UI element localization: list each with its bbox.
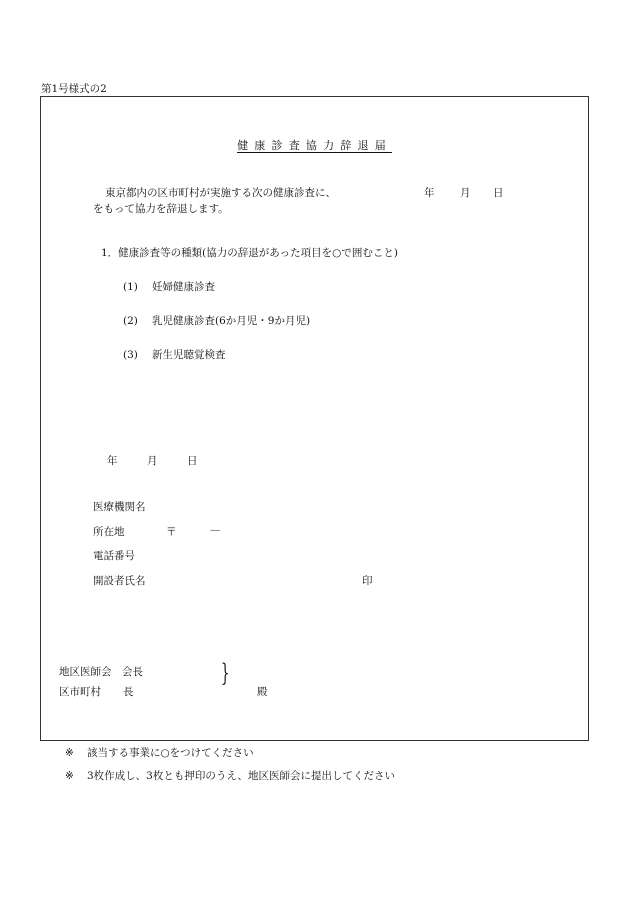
list-item — [123, 313, 310, 328]
intro-year: 年 — [424, 187, 435, 199]
item-number: (3) — [123, 349, 138, 361]
form-title — [41, 137, 588, 153]
intro-day: 日 — [493, 187, 504, 199]
item-number: (1) — [123, 281, 138, 293]
address-label: 所在地 — [93, 526, 125, 538]
form-number: 第1号様式の2 — [41, 83, 107, 95]
item-label: 新生児聴覚検査 — [152, 349, 226, 361]
item-label: 妊婦健康診査 — [152, 281, 215, 293]
note-2 — [65, 768, 395, 783]
note-text: 該当する事業に○をつけてください — [87, 747, 254, 759]
list-item — [123, 347, 226, 362]
note-1 — [65, 745, 254, 760]
form-frame — [40, 96, 589, 741]
addressee-line-1: 地区医師会 会長 — [59, 666, 143, 678]
postal-mark: 〒 — [166, 526, 177, 538]
date-year: 年 — [107, 455, 118, 467]
note-mark: ※ — [65, 747, 74, 759]
date-month: 月 — [147, 455, 158, 467]
item-label: 乳児健康診査(6か月児・9か月児) — [152, 315, 311, 327]
date-day: 日 — [187, 455, 198, 467]
institution-label: 医療機関名 — [93, 501, 146, 513]
intro-line-2: をもって協力を辞退します。 — [93, 203, 229, 215]
item-number: (2) — [123, 315, 138, 327]
section-heading: 1．健康診査等の種類(協力の辞退があった項目を○で囲むこと) — [101, 247, 398, 259]
phone-label: 電話番号 — [93, 550, 135, 562]
honorific: 殿 — [257, 686, 268, 698]
list-item — [123, 279, 215, 294]
note-mark: ※ — [65, 770, 74, 782]
intro-line-1: 東京都内の区市町村が実施する次の健康診査に、 — [105, 187, 336, 199]
postal-dash: — — [210, 524, 221, 536]
brace-mark: } — [221, 659, 230, 687]
intro-month: 月 — [460, 187, 471, 199]
note-text: 3枚作成し、3枚とも押印のうえ、地区医師会に提出してください — [87, 770, 395, 782]
seal-mark: 印 — [362, 575, 373, 587]
addressee-line-2b: 長 — [123, 686, 134, 698]
founder-label: 開設者氏名 — [93, 575, 146, 587]
addressee-line-2a: 区市町村 — [59, 686, 101, 698]
form-title-text: 健康診査協力辞退届 — [237, 139, 392, 152]
